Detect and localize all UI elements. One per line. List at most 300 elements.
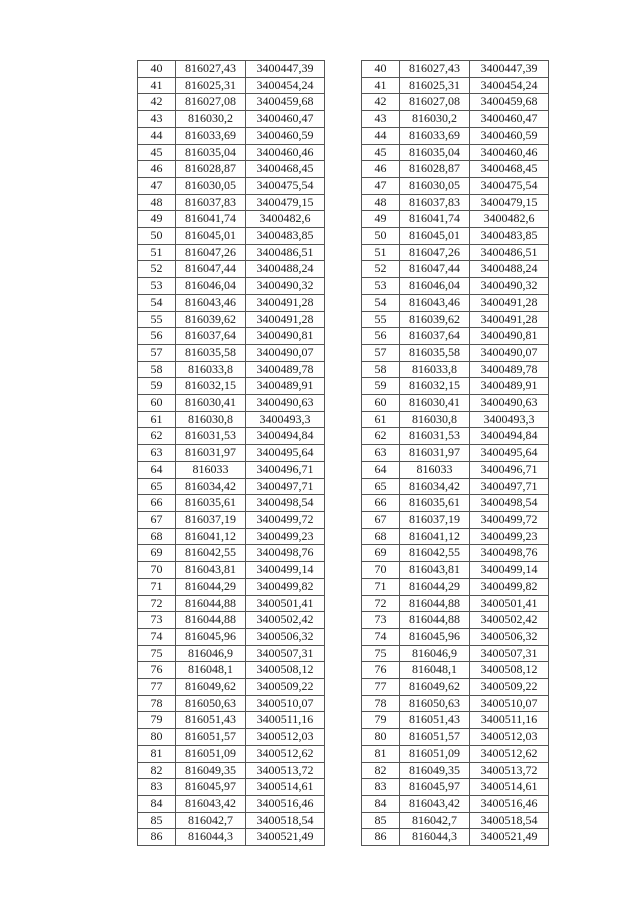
point-number-cell: 70 <box>138 562 176 579</box>
table-row <box>362 261 549 278</box>
table-row <box>362 311 549 328</box>
table-row <box>138 762 325 779</box>
y-coordinate-cell: 3400507,31 <box>246 645 325 662</box>
table-row <box>362 244 549 261</box>
y-coordinate-cell: 3400475,54 <box>470 177 549 194</box>
y-coordinate-cell: 3400499,23 <box>470 528 549 545</box>
point-number-cell: 82 <box>138 762 176 779</box>
x-coordinate-cell: 816047,26 <box>176 244 246 261</box>
x-coordinate-cell: 816027,43 <box>400 61 470 78</box>
table-row <box>362 445 549 462</box>
point-number-cell: 47 <box>138 177 176 194</box>
table-row <box>138 562 325 579</box>
point-number-cell: 79 <box>138 712 176 729</box>
table-row <box>138 545 325 562</box>
point-number-cell: 61 <box>138 411 176 428</box>
point-number-cell: 70 <box>362 562 400 579</box>
y-coordinate-cell: 3400518,54 <box>246 812 325 829</box>
point-number-cell: 76 <box>362 662 400 679</box>
y-coordinate-cell: 3400501,41 <box>246 595 325 612</box>
table-row <box>362 378 549 395</box>
point-number-cell: 85 <box>138 812 176 829</box>
x-coordinate-cell: 816039,62 <box>400 311 470 328</box>
point-number-cell: 75 <box>138 645 176 662</box>
table-row <box>362 144 549 161</box>
point-number-cell: 77 <box>362 679 400 696</box>
x-coordinate-cell: 816044,88 <box>176 595 246 612</box>
point-number-cell: 65 <box>362 478 400 495</box>
y-coordinate-cell: 3400509,22 <box>470 679 549 696</box>
x-coordinate-cell: 816035,61 <box>400 495 470 512</box>
x-coordinate-cell: 816041,12 <box>176 528 246 545</box>
point-number-cell: 66 <box>138 495 176 512</box>
y-coordinate-cell: 3400468,45 <box>246 161 325 178</box>
table-row <box>362 194 549 211</box>
x-coordinate-cell: 816035,61 <box>176 495 246 512</box>
table-row <box>362 211 549 228</box>
y-coordinate-cell: 3400483,85 <box>246 228 325 245</box>
table-row <box>362 528 549 545</box>
y-coordinate-cell: 3400490,07 <box>470 344 549 361</box>
point-number-cell: 43 <box>362 111 400 128</box>
point-number-cell: 50 <box>138 228 176 245</box>
table-row <box>138 729 325 746</box>
x-coordinate-cell: 816047,26 <box>400 244 470 261</box>
table-row <box>362 595 549 612</box>
point-number-cell: 53 <box>138 278 176 295</box>
y-coordinate-cell: 3400488,24 <box>246 261 325 278</box>
table-row <box>138 61 325 78</box>
y-coordinate-cell: 3400498,54 <box>470 495 549 512</box>
table-row <box>138 612 325 629</box>
table-row <box>138 144 325 161</box>
point-number-cell: 46 <box>362 161 400 178</box>
table-row <box>138 261 325 278</box>
y-coordinate-cell: 3400498,76 <box>246 545 325 562</box>
y-coordinate-cell: 3400482,6 <box>470 211 549 228</box>
y-coordinate-cell: 3400495,64 <box>246 445 325 462</box>
table-row <box>362 495 549 512</box>
y-coordinate-cell: 3400497,71 <box>246 478 325 495</box>
x-coordinate-cell: 816041,12 <box>400 528 470 545</box>
x-coordinate-cell: 816043,81 <box>400 562 470 579</box>
x-coordinate-cell: 816044,29 <box>400 578 470 595</box>
table-row <box>362 328 549 345</box>
y-coordinate-cell: 3400502,42 <box>470 612 549 629</box>
point-number-cell: 66 <box>362 495 400 512</box>
x-coordinate-cell: 816046,04 <box>176 278 246 295</box>
table-row <box>138 695 325 712</box>
x-coordinate-cell: 816049,35 <box>400 762 470 779</box>
point-number-cell: 72 <box>138 595 176 612</box>
point-number-cell: 53 <box>362 278 400 295</box>
y-coordinate-cell: 3400512,03 <box>470 729 549 746</box>
point-number-cell: 49 <box>138 211 176 228</box>
x-coordinate-cell: 816030,2 <box>400 111 470 128</box>
point-number-cell: 86 <box>138 829 176 846</box>
x-coordinate-cell: 816033 <box>176 461 246 478</box>
table-row <box>362 294 549 311</box>
y-coordinate-cell: 3400499,14 <box>246 562 325 579</box>
point-number-cell: 67 <box>138 511 176 528</box>
table-row <box>138 361 325 378</box>
point-number-cell: 80 <box>138 729 176 746</box>
point-number-cell: 77 <box>138 679 176 696</box>
y-coordinate-cell: 3400482,6 <box>246 211 325 228</box>
table-row <box>138 461 325 478</box>
x-coordinate-cell: 816043,46 <box>400 294 470 311</box>
y-coordinate-cell: 3400460,59 <box>246 127 325 144</box>
point-number-cell: 45 <box>362 144 400 161</box>
point-number-cell: 59 <box>362 378 400 395</box>
y-coordinate-cell: 3400510,07 <box>246 695 325 712</box>
point-number-cell: 63 <box>138 445 176 462</box>
point-number-cell: 51 <box>138 244 176 261</box>
point-number-cell: 79 <box>362 712 400 729</box>
x-coordinate-cell: 816042,55 <box>176 545 246 562</box>
x-coordinate-cell: 816025,31 <box>400 77 470 94</box>
y-coordinate-cell: 3400494,84 <box>246 428 325 445</box>
x-coordinate-cell: 816051,57 <box>400 729 470 746</box>
point-number-cell: 49 <box>362 211 400 228</box>
table-row <box>362 177 549 194</box>
x-coordinate-cell: 816051,43 <box>176 712 246 729</box>
table-row <box>138 829 325 846</box>
y-coordinate-cell: 3400460,46 <box>246 144 325 161</box>
x-coordinate-cell: 816044,88 <box>176 612 246 629</box>
y-coordinate-cell: 3400454,24 <box>470 77 549 94</box>
point-number-cell: 42 <box>362 94 400 111</box>
y-coordinate-cell: 3400486,51 <box>470 244 549 261</box>
table-row <box>138 495 325 512</box>
table-row <box>362 344 549 361</box>
x-coordinate-cell: 816030,41 <box>176 395 246 412</box>
x-coordinate-cell: 816027,43 <box>176 61 246 78</box>
x-coordinate-cell: 816035,04 <box>400 144 470 161</box>
coordinates-table-left-body <box>138 61 325 846</box>
point-number-cell: 69 <box>138 545 176 562</box>
point-number-cell: 72 <box>362 595 400 612</box>
y-coordinate-cell: 3400511,16 <box>246 712 325 729</box>
table-row <box>138 679 325 696</box>
y-coordinate-cell: 3400489,78 <box>470 361 549 378</box>
table-row <box>362 679 549 696</box>
point-number-cell: 41 <box>362 77 400 94</box>
point-number-cell: 64 <box>362 461 400 478</box>
point-number-cell: 51 <box>362 244 400 261</box>
table-row <box>138 177 325 194</box>
x-coordinate-cell: 816044,88 <box>400 612 470 629</box>
table-row <box>362 228 549 245</box>
point-number-cell: 81 <box>138 745 176 762</box>
table-row <box>138 344 325 361</box>
point-number-cell: 61 <box>362 411 400 428</box>
y-coordinate-cell: 3400516,46 <box>470 795 549 812</box>
x-coordinate-cell: 816045,01 <box>176 228 246 245</box>
table-row <box>138 211 325 228</box>
coordinates-table-right-body <box>362 61 549 846</box>
x-coordinate-cell: 816031,97 <box>176 445 246 462</box>
x-coordinate-cell: 816028,87 <box>400 161 470 178</box>
table-row <box>362 712 549 729</box>
table-row <box>362 411 549 428</box>
x-coordinate-cell: 816042,7 <box>400 812 470 829</box>
y-coordinate-cell: 3400495,64 <box>470 445 549 462</box>
table-row <box>138 662 325 679</box>
x-coordinate-cell: 816031,53 <box>400 428 470 445</box>
table-row <box>362 511 549 528</box>
point-number-cell: 48 <box>138 194 176 211</box>
table-row <box>138 428 325 445</box>
table-row <box>138 161 325 178</box>
x-coordinate-cell: 816030,05 <box>176 177 246 194</box>
point-number-cell: 56 <box>138 328 176 345</box>
column-gap <box>324 60 362 843</box>
point-number-cell: 45 <box>138 144 176 161</box>
point-number-cell: 76 <box>138 662 176 679</box>
table-row <box>362 278 549 295</box>
point-number-cell: 55 <box>362 311 400 328</box>
y-coordinate-cell: 3400513,72 <box>246 762 325 779</box>
point-number-cell: 73 <box>362 612 400 629</box>
y-coordinate-cell: 3400516,46 <box>246 795 325 812</box>
x-coordinate-cell: 816030,8 <box>400 411 470 428</box>
table-row <box>138 445 325 462</box>
point-number-cell: 71 <box>362 578 400 595</box>
point-number-cell: 54 <box>362 294 400 311</box>
point-number-cell: 69 <box>362 545 400 562</box>
y-coordinate-cell: 3400490,81 <box>246 328 325 345</box>
y-coordinate-cell: 3400490,81 <box>470 328 549 345</box>
y-coordinate-cell: 3400512,62 <box>470 745 549 762</box>
table-row <box>362 729 549 746</box>
table-row <box>138 595 325 612</box>
table-row <box>138 478 325 495</box>
point-number-cell: 82 <box>362 762 400 779</box>
table-row <box>138 411 325 428</box>
table-row <box>138 812 325 829</box>
point-number-cell: 60 <box>362 395 400 412</box>
point-number-cell: 44 <box>362 127 400 144</box>
table-row <box>138 278 325 295</box>
point-number-cell: 55 <box>138 311 176 328</box>
y-coordinate-cell: 3400521,49 <box>470 829 549 846</box>
y-coordinate-cell: 3400490,63 <box>470 395 549 412</box>
point-number-cell: 41 <box>138 77 176 94</box>
x-coordinate-cell: 816030,05 <box>400 177 470 194</box>
y-coordinate-cell: 3400496,71 <box>246 461 325 478</box>
point-number-cell: 46 <box>138 161 176 178</box>
table-row <box>138 127 325 144</box>
x-coordinate-cell: 816037,83 <box>400 194 470 211</box>
x-coordinate-cell: 816035,58 <box>400 344 470 361</box>
point-number-cell: 74 <box>362 628 400 645</box>
x-coordinate-cell: 816042,55 <box>400 545 470 562</box>
x-coordinate-cell: 816051,09 <box>400 745 470 762</box>
x-coordinate-cell: 816043,42 <box>176 795 246 812</box>
table-row <box>362 695 549 712</box>
y-coordinate-cell: 3400501,41 <box>470 595 549 612</box>
x-coordinate-cell: 816041,74 <box>176 211 246 228</box>
y-coordinate-cell: 3400447,39 <box>470 61 549 78</box>
y-coordinate-cell: 3400521,49 <box>246 829 325 846</box>
y-coordinate-cell: 3400499,14 <box>470 562 549 579</box>
point-number-cell: 62 <box>138 428 176 445</box>
table-row <box>138 111 325 128</box>
table-row <box>362 795 549 812</box>
y-coordinate-cell: 3400460,46 <box>470 144 549 161</box>
table-row <box>362 161 549 178</box>
x-coordinate-cell: 816046,04 <box>400 278 470 295</box>
x-coordinate-cell: 816045,96 <box>176 628 246 645</box>
x-coordinate-cell: 816044,3 <box>176 829 246 846</box>
table-row <box>362 578 549 595</box>
table-row <box>138 795 325 812</box>
point-number-cell: 83 <box>362 779 400 796</box>
y-coordinate-cell: 3400511,16 <box>470 712 549 729</box>
point-number-cell: 84 <box>362 795 400 812</box>
y-coordinate-cell: 3400493,3 <box>470 411 549 428</box>
point-number-cell: 64 <box>138 461 176 478</box>
y-coordinate-cell: 3400479,15 <box>470 194 549 211</box>
point-number-cell: 48 <box>362 194 400 211</box>
point-number-cell: 71 <box>138 578 176 595</box>
point-number-cell: 75 <box>362 645 400 662</box>
x-coordinate-cell: 816050,63 <box>400 695 470 712</box>
x-coordinate-cell: 816047,44 <box>176 261 246 278</box>
x-coordinate-cell: 816030,8 <box>176 411 246 428</box>
table-row <box>138 628 325 645</box>
y-coordinate-cell: 3400494,84 <box>470 428 549 445</box>
x-coordinate-cell: 816037,64 <box>400 328 470 345</box>
point-number-cell: 83 <box>138 779 176 796</box>
y-coordinate-cell: 3400490,63 <box>246 395 325 412</box>
y-coordinate-cell: 3400507,31 <box>470 645 549 662</box>
table-row <box>138 745 325 762</box>
x-coordinate-cell: 816033,69 <box>176 127 246 144</box>
x-coordinate-cell: 816025,31 <box>176 77 246 94</box>
point-number-cell: 73 <box>138 612 176 629</box>
table-row <box>362 662 549 679</box>
x-coordinate-cell: 816032,15 <box>176 378 246 395</box>
y-coordinate-cell: 3400489,91 <box>470 378 549 395</box>
table-row <box>362 829 549 846</box>
x-coordinate-cell: 816033,69 <box>400 127 470 144</box>
table-row <box>138 228 325 245</box>
y-coordinate-cell: 3400459,68 <box>246 94 325 111</box>
y-coordinate-cell: 3400508,12 <box>246 662 325 679</box>
point-number-cell: 65 <box>138 478 176 495</box>
y-coordinate-cell: 3400498,54 <box>246 495 325 512</box>
x-coordinate-cell: 816050,63 <box>176 695 246 712</box>
y-coordinate-cell: 3400512,62 <box>246 745 325 762</box>
table-row <box>362 428 549 445</box>
x-coordinate-cell: 816045,97 <box>176 779 246 796</box>
x-coordinate-cell: 816034,42 <box>400 478 470 495</box>
table-row <box>362 562 549 579</box>
x-coordinate-cell: 816027,08 <box>400 94 470 111</box>
point-number-cell: 56 <box>362 328 400 345</box>
point-number-cell: 47 <box>362 177 400 194</box>
point-number-cell: 58 <box>138 361 176 378</box>
point-number-cell: 40 <box>138 61 176 78</box>
y-coordinate-cell: 3400499,23 <box>246 528 325 545</box>
table-row <box>362 77 549 94</box>
point-number-cell: 74 <box>138 628 176 645</box>
x-coordinate-cell: 816047,44 <box>400 261 470 278</box>
table-row <box>362 645 549 662</box>
point-number-cell: 80 <box>362 729 400 746</box>
table-row <box>138 779 325 796</box>
y-coordinate-cell: 3400460,59 <box>470 127 549 144</box>
point-number-cell: 50 <box>362 228 400 245</box>
y-coordinate-cell: 3400460,47 <box>246 111 325 128</box>
y-coordinate-cell: 3400460,47 <box>470 111 549 128</box>
y-coordinate-cell: 3400496,71 <box>470 461 549 478</box>
table-row <box>362 478 549 495</box>
x-coordinate-cell: 816046,9 <box>400 645 470 662</box>
x-coordinate-cell: 816048,1 <box>400 662 470 679</box>
y-coordinate-cell: 3400499,82 <box>246 578 325 595</box>
table-row <box>138 194 325 211</box>
y-coordinate-cell: 3400506,32 <box>246 628 325 645</box>
y-coordinate-cell: 3400490,07 <box>246 344 325 361</box>
x-coordinate-cell: 816049,62 <box>176 679 246 696</box>
x-coordinate-cell: 816045,97 <box>400 779 470 796</box>
point-number-cell: 42 <box>138 94 176 111</box>
point-number-cell: 57 <box>362 344 400 361</box>
point-number-cell: 78 <box>362 695 400 712</box>
table-row <box>138 294 325 311</box>
table-row <box>138 511 325 528</box>
y-coordinate-cell: 3400506,32 <box>470 628 549 645</box>
point-number-cell: 57 <box>138 344 176 361</box>
x-coordinate-cell: 816046,9 <box>176 645 246 662</box>
table-row <box>362 111 549 128</box>
y-coordinate-cell: 3400498,76 <box>470 545 549 562</box>
point-number-cell: 60 <box>138 395 176 412</box>
table-row <box>138 378 325 395</box>
coordinates-table-right <box>361 60 549 846</box>
x-coordinate-cell: 816044,88 <box>400 595 470 612</box>
x-coordinate-cell: 816034,42 <box>176 478 246 495</box>
table-row <box>362 361 549 378</box>
point-number-cell: 63 <box>362 445 400 462</box>
table-row <box>138 528 325 545</box>
x-coordinate-cell: 816044,29 <box>176 578 246 595</box>
table-row <box>362 612 549 629</box>
y-coordinate-cell: 3400502,42 <box>246 612 325 629</box>
y-coordinate-cell: 3400497,71 <box>470 478 549 495</box>
x-coordinate-cell: 816037,19 <box>176 511 246 528</box>
point-number-cell: 84 <box>138 795 176 812</box>
y-coordinate-cell: 3400490,32 <box>246 278 325 295</box>
x-coordinate-cell: 816045,01 <box>400 228 470 245</box>
y-coordinate-cell: 3400489,91 <box>246 378 325 395</box>
y-coordinate-cell: 3400509,22 <box>246 679 325 696</box>
point-number-cell: 58 <box>362 361 400 378</box>
point-number-cell: 86 <box>362 829 400 846</box>
y-coordinate-cell: 3400499,72 <box>246 511 325 528</box>
y-coordinate-cell: 3400468,45 <box>470 161 549 178</box>
y-coordinate-cell: 3400489,78 <box>246 361 325 378</box>
x-coordinate-cell: 816043,81 <box>176 562 246 579</box>
point-number-cell: 54 <box>138 294 176 311</box>
table-row <box>362 812 549 829</box>
y-coordinate-cell: 3400490,32 <box>470 278 549 295</box>
y-coordinate-cell: 3400508,12 <box>470 662 549 679</box>
table-row <box>362 127 549 144</box>
